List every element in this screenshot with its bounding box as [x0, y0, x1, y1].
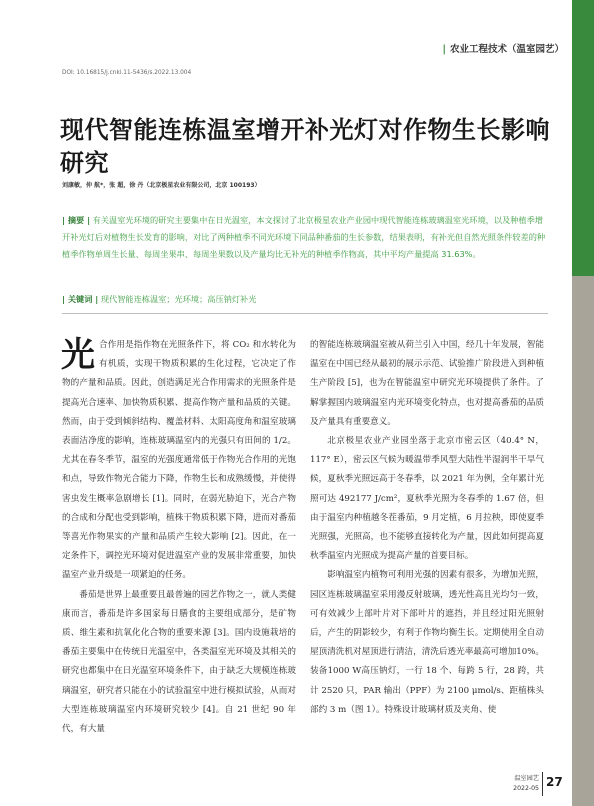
body-paragraph: [62, 336, 296, 586]
body-paragraph: 的智能连栋玻璃温室被从荷兰引入中国，经几十年发展，智能温室在中国已经从最初的展示示范、试验推广阶段进入到种植生产阶段 [5]，也为在智能温室中研究光环境提供了条件。了解掌握国内玻璃温室内光环境变化特点，也对提高番茄的品质及产量具有重要意义。: [310, 340, 544, 427]
keywords-text: 现代智能连栋温室；光环境；高压钠灯补光: [100, 294, 257, 304]
body-paragraph: 影响温室内植物可利用光强的因素有很多，为增加光照，园区连栋玻璃温室采用漫反射玻璃，透光性高且光均匀一致，可有效减少上部叶片对下部叶片的遮挡，并且经过阳光照射后，产生的阴影较少，有利于作物均衡生长。定期使用全自动屋顶清洗机对屋顶进行清洁，清洗后透光率最高可增加10%。装备1000 W高压钠灯，一行 18 个、每跨 5 行，28 跨，共计 2520 只，PAR 输出（PPF）为 2100 μmol/s、距植株头部约 3 m（图 1）。特殊设计玻璃材质及夹角、使: [310, 570, 544, 715]
body-column-left: [62, 336, 296, 739]
footer-rule: [542, 772, 543, 796]
abstract-label: | 摘要 |: [62, 215, 91, 225]
footer-journal: [505, 774, 539, 794]
paragraph-text: 合作用是指作物在光照条件下，将 CO₂ 和水转化为有机质，实现干物质积累的生化过程，它决定了作物的产量和品质。因此，创造满足光合作用需求的光照条件是提高光合速率、加快物质积累、提高作物产量和品质的关键。然而，由于受到倾斜结构、覆盖材料、太阳高度角和温室玻璃表面洁净度的影响，连栋玻璃温室内的光强只有田间的 1/2。尤其在春冬季节，温室的光强度通常低于作物光合作用的光饱和点，导致作物光合能力下降，作物生长和成熟缓慢，并使得害虫发生概率急剧增长 [1]。同时，在弱光胁迫下，光合产物的合成和分配也受到影响，植株干物质积累下降，进而对番茄等喜光作物果实的产量和品质产生较大影响 [2]。因此，在一定条件下，调控光环境对促进温室产业的发展非常重要，加快温室产业升级是一项紧迫的任务。: [62, 340, 296, 581]
section-label: [443, 41, 565, 55]
abstract-divider: [62, 313, 548, 314]
keywords-block: [62, 291, 550, 307]
section-label-text: 农业工程技术（温室园艺）: [449, 44, 564, 55]
keywords-label: | 关键词 |: [62, 294, 99, 304]
sidebar-accent-gray: [572, 276, 594, 806]
article-title: 现代智能连栋温室增开补光灯对作物生长影响研究: [60, 116, 550, 177]
author-line: 刘康敏，仲 航*，张 超，徐 丹（北京极星农业有限公司，北京 100193）: [62, 182, 261, 189]
abstract-block: [62, 212, 550, 262]
page-number: 27: [546, 775, 563, 789]
body-column-right: [310, 336, 544, 720]
abstract-text: 有关温室光环境的研究主要集中在日光温室，本文探讨了北京极星农业产业园中现代智能连栋玻璃温室光环境，以及种植季增开补光灯后对植物生长发育的影响，对比了两种植季不同光环境下同品种番茄的生长参数，结果表明，有补光但自然光照条件较差的种植季作物单周生长量、每周坐果串、每周坐果数以及产量均比无补光的种植季作物高，其中平均产量提高 31.63%。: [62, 215, 546, 259]
footer-issue: 2022-05: [513, 785, 539, 792]
footer-journal-name: 温室园艺: [514, 775, 539, 782]
body-paragraph: 北京极星农业产业园坐落于北京市密云区（40.4° N，117° E），密云区气候为暖温带季风型大陆性半湿润半干旱气候，夏秋季光照远高于冬春季，以 2021 年为例，全年累计光照可达 492177 J/cm²，夏秋季光照为冬春季的 1.67 倍，但由于温室内种植越冬茬番茄，9 月定植，6 月拉秧，即使夏季光照强，光照高，也不能够直接转化为产量，因此如何提高夏秋季温室内光照成为提高产量的首要目标。: [310, 436, 544, 562]
doi-line: DOI: 10.16815/j.cnki.11-5436/s.2022.13.004: [62, 70, 192, 76]
drop-cap: 光: [61, 335, 95, 375]
sidebar-accent-green: [572, 0, 594, 276]
body-paragraph: 番茄是世界上最重要且最普遍的园艺作物之一，就人类健康而言，番茄是许多国家每日膳食的主要组成部分，是矿物质、维生素和抗氧化化合物的重要来源 [3]。国内设施栽培的番茄主要集中在传统日光温室中，各类温室光环境及其相关的研究也都集中在日光温室环境条件下，由于缺乏大规模连栋玻璃温室，研究者只能在小的试验温室中进行模拟试验，从而对大型连栋玻璃温室内环境研究较少 [4]。自 21 世纪 90 年代，有大量: [62, 589, 296, 735]
section-divider-glyph: |: [442, 44, 446, 55]
